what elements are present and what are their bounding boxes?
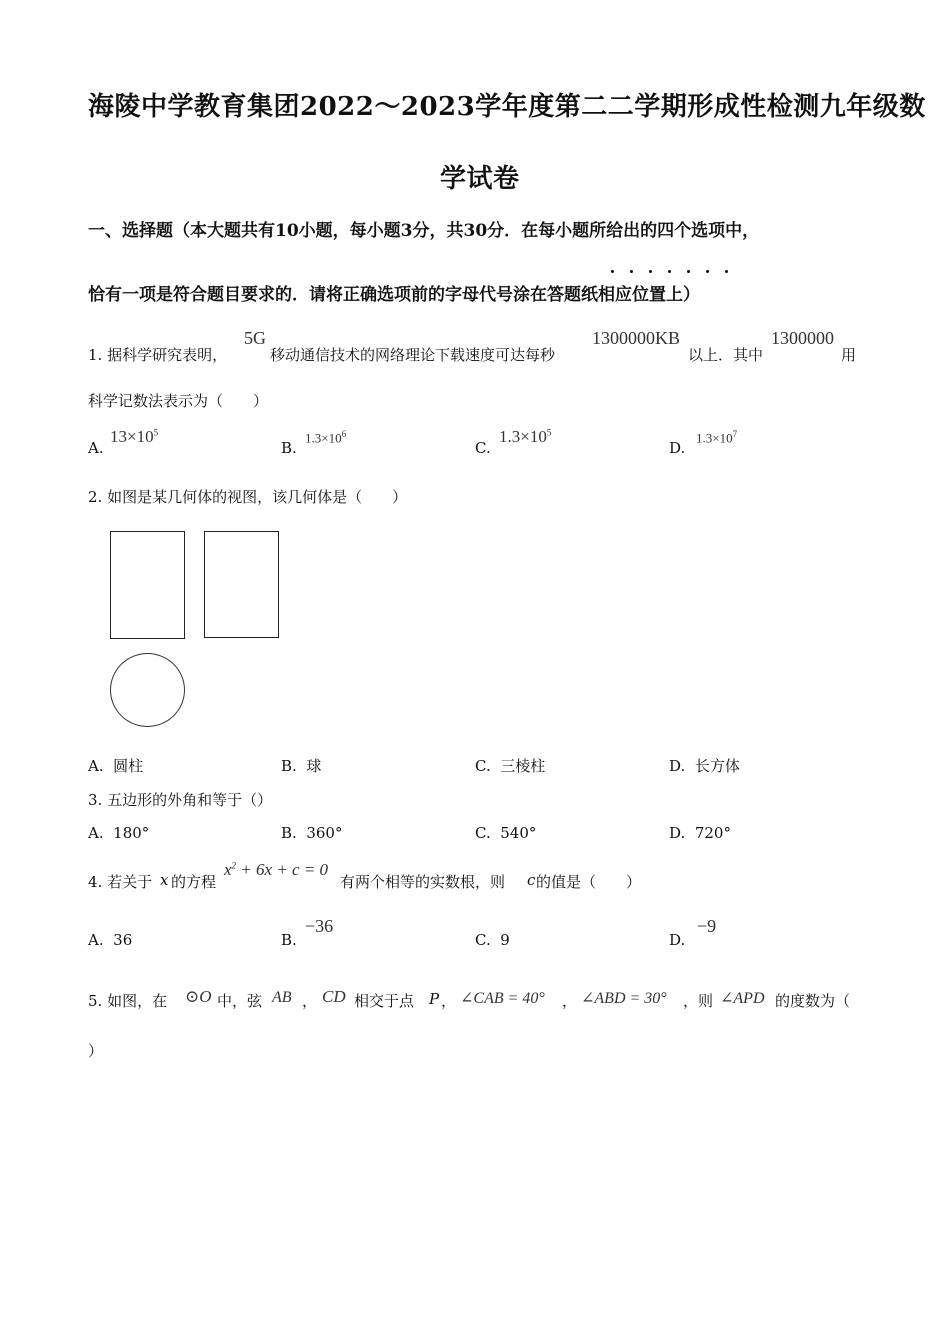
q1-speed: 1300000KB [592, 328, 681, 348]
q3-option-d[interactable]: D. 720° [669, 824, 731, 842]
q1-option-d-value: $1.3\times 10^7$ [696, 429, 738, 446]
q1-option-b[interactable]: B. [281, 439, 297, 457]
q1-after: 以上．其中 [688, 346, 764, 364]
q5-t4: 相交于点 [354, 992, 415, 1010]
q1-prefix: 1. 据科学研究表明， [88, 346, 228, 364]
q5-cd: CD [322, 987, 346, 1006]
q4-option-b[interactable]: B. [281, 931, 297, 949]
title-line-1: 海陵中学教育集团2022～2023学年度第二二学期形成性检测九年级数 [88, 92, 926, 122]
section-heading-line-1: 一、选择题（本大题共有10小题，每小题3分，共30分．在每小题所给出的四个选项中， [88, 221, 760, 241]
section-heading-line-2: 恰有一项是符合题目要求的．请将正确选项前的字母代号涂在答题纸相应位置上） [88, 285, 700, 305]
q1-end: 用 [841, 346, 857, 364]
q5-line-2: ） [88, 1042, 104, 1060]
q2-text: 2. 如图是某几何体的视图，该几何体是（ ） [88, 488, 408, 506]
q4-var-x: x [160, 871, 169, 889]
front-view-rectangle [110, 531, 185, 639]
q1-option-a[interactable]: A. [88, 439, 104, 457]
q4-option-b-value: −36 [305, 916, 334, 936]
q1-option-c-value: $1.3\times 10^5$ [499, 427, 552, 446]
q5-t8: 的度数为（ [775, 992, 851, 1010]
q4-option-d-value: −9 [697, 916, 717, 936]
q2-option-a[interactable]: A. 圆柱 [88, 757, 144, 775]
q1-5g: 5G [244, 328, 266, 348]
q1-number: 1300000 [771, 328, 834, 348]
q4-end: 的值是（ ） [536, 873, 642, 891]
q4-prefix: 4. 若关于 [88, 873, 153, 891]
q5-p: P [429, 990, 440, 1008]
q5-t3: ， [302, 992, 318, 1010]
q4-option-a[interactable]: A. 36 [88, 931, 133, 949]
q2-option-c[interactable]: C. 三棱柱 [475, 757, 546, 775]
q4-equation: $x^2 + 6x + c = 0$ [224, 860, 329, 879]
q1-mid: 移动通信技术的网络理论下载速度可达每秒 [270, 346, 556, 364]
q1-option-c[interactable]: C. [475, 439, 491, 457]
q4-after: 有两个相等的实数根，则 [340, 873, 506, 891]
q3-text: 3. 五边形的外角和等于（） [88, 791, 273, 809]
q5-t6: ， [562, 992, 578, 1010]
top-view-circle [110, 653, 185, 727]
q4-option-d[interactable]: D. [669, 931, 686, 949]
q3-option-a[interactable]: A. 180° [88, 824, 150, 842]
q1-option-a-value: $13\times 10^5$ [110, 427, 159, 446]
q5-t1: 5. 如图，在 [88, 992, 168, 1010]
q5-t7: ，则 [683, 992, 714, 1010]
q5-angle-cab: ∠CAB = 40° [460, 990, 545, 1007]
q2-option-d[interactable]: D. 长方体 [669, 757, 740, 775]
q5-t5: ， [441, 992, 457, 1010]
q1-option-d[interactable]: D. [669, 439, 686, 457]
q5-t2: 中，弦 [217, 992, 263, 1010]
q4-option-c[interactable]: C. 9 [475, 931, 510, 949]
q4-mid: 的方程 [171, 873, 217, 891]
q5-angle-apd: ∠APD [720, 990, 765, 1007]
q3-option-c[interactable]: C. 540° [475, 824, 537, 842]
side-view-rectangle [204, 531, 279, 638]
q4-var-c: c [527, 871, 536, 889]
q2-option-b[interactable]: B. 球 [281, 757, 322, 775]
q5-circle-o: ⊙O [185, 987, 212, 1006]
q1-line-2: 科学记数法表示为（ ） [88, 392, 269, 410]
q3-option-b[interactable]: B. 360° [281, 824, 343, 842]
title-line-2: 学试卷 [440, 164, 520, 194]
q5-ab: AB [272, 989, 292, 1006]
q5-angle-abd: ∠ABD = 30° [581, 990, 667, 1007]
q1-option-b-value: $1.3\times 10^6$ [305, 429, 347, 446]
